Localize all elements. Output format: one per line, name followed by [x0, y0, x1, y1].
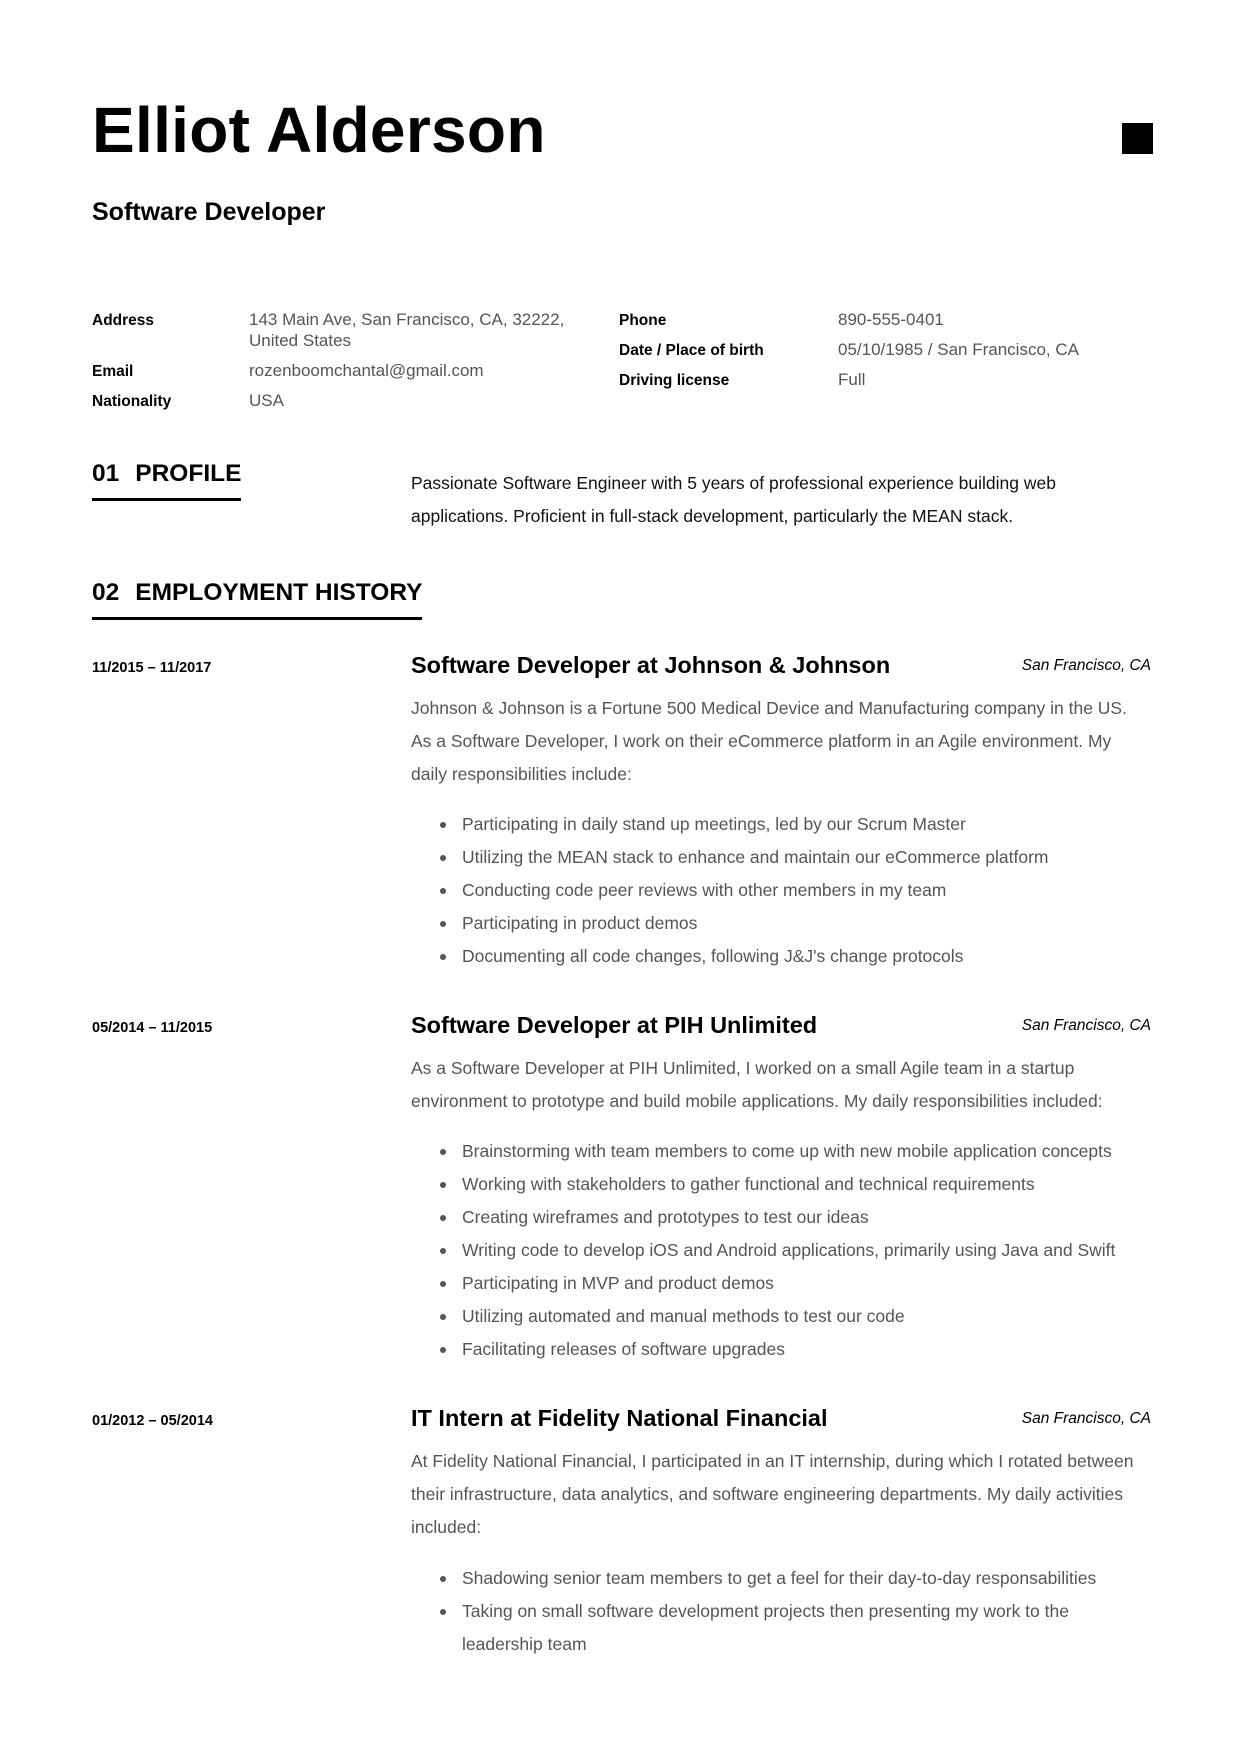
address-label: Address: [92, 312, 155, 329]
email-label: Email: [92, 363, 134, 380]
job-dates: 05/2014 – 11/2015: [92, 1020, 213, 1036]
list-item: Conducting code peer reviews with other members in my team: [411, 874, 1151, 907]
job-description: Johnson & Johnson is a Fortune 500 Medical Device and Manufacturing company in the US. As a Software Developer, I work on their eCommerce platform in an Agile environment. My daily responsibilities include:: [411, 698, 1127, 784]
list-item: Writing code to develop iOS and Android applications, primarily using Java and Swift: [411, 1234, 1151, 1267]
profile-section-title: PROFILE: [135, 460, 242, 487]
job-dates: 01/2012 – 05/2014: [92, 1413, 213, 1429]
square-decoration-icon: [1122, 123, 1153, 154]
list-item: Utilizing the MEAN stack to enhance and maintain our eCommerce platform: [411, 841, 1151, 874]
candidate-name: Elliot Alderson: [92, 94, 546, 166]
list-item: Creating wireframes and prototypes to test our ideas: [411, 1201, 1151, 1234]
nationality-value: USA: [249, 391, 284, 410]
license-value: Full: [838, 370, 866, 389]
license-label: Driving license: [619, 372, 730, 389]
list-item: Shadowing senior team members to get a feel for their day-to-day responsabilities: [411, 1562, 1151, 1595]
job-title: Software Developer at PIH Unlimited: [411, 1012, 818, 1038]
employment-section-title: EMPLOYMENT HISTORY: [135, 579, 423, 606]
profile-section-number: 01: [92, 460, 120, 487]
job-location: San Francisco, CA: [1021, 1017, 1151, 1034]
list-item: Utilizing automated and manual methods to test our code: [411, 1300, 1151, 1333]
job-responsibilities: [411, 1562, 1151, 1661]
job-title: Software Developer at Johnson & Johnson: [411, 652, 891, 678]
job-location: San Francisco, CA: [1021, 1410, 1151, 1427]
email-value: rozenboomchantal@gmail.com: [249, 361, 484, 380]
list-item: Participating in product demos: [411, 907, 1151, 940]
job-title: IT Intern at Fidelity National Financial: [411, 1405, 828, 1431]
profile-heading: [92, 461, 241, 501]
list-item: Working with stakeholders to gather functional and technical requirements: [411, 1168, 1151, 1201]
nationality-label: Nationality: [92, 393, 172, 410]
birth-label: Date / Place of birth: [619, 342, 764, 359]
profile-summary: Passionate Software Engineer with 5 years of professional experience building web applications. Proficient in full-stack development, particularly the MEAN stack.: [411, 473, 1056, 526]
phone-value: 890-555-0401: [838, 310, 944, 329]
list-item: Taking on small software development projects then presenting my work to the leadership team: [411, 1595, 1151, 1661]
list-item: Documenting all code changes, following J&J's change protocols: [411, 940, 1151, 973]
address-value: 143 Main Ave, San Francisco, CA, 32222, United States: [249, 310, 565, 350]
job-dates: 11/2015 – 11/2017: [92, 660, 212, 676]
list-item: Participating in daily stand up meetings, led by our Scrum Master: [411, 808, 1151, 841]
employment-heading: [92, 580, 422, 620]
list-item: Facilitating releases of software upgrades: [411, 1333, 1151, 1366]
employment-section-number: 02: [92, 579, 120, 606]
list-item: Brainstorming with team members to come up with new mobile application concepts: [411, 1135, 1151, 1168]
job-description: As a Software Developer at PIH Unlimited, I worked on a small Agile team in a startup environment to prototype and build mobile applications. My daily responsibilities included:: [411, 1058, 1103, 1111]
candidate-job-title: Software Developer: [92, 198, 326, 226]
birth-value: 05/10/1985 / San Francisco, CA: [838, 340, 1079, 359]
job-responsibilities: [411, 1135, 1151, 1366]
phone-label: Phone: [619, 312, 667, 329]
job-responsibilities: [411, 808, 1151, 973]
list-item: Participating in MVP and product demos: [411, 1267, 1151, 1300]
job-description: At Fidelity National Financial, I participated in an IT internship, during which I rotated between their infrastructure, data analytics, and software engineering departments. My daily activities included:: [411, 1451, 1134, 1537]
job-location: San Francisco, CA: [1021, 657, 1151, 674]
